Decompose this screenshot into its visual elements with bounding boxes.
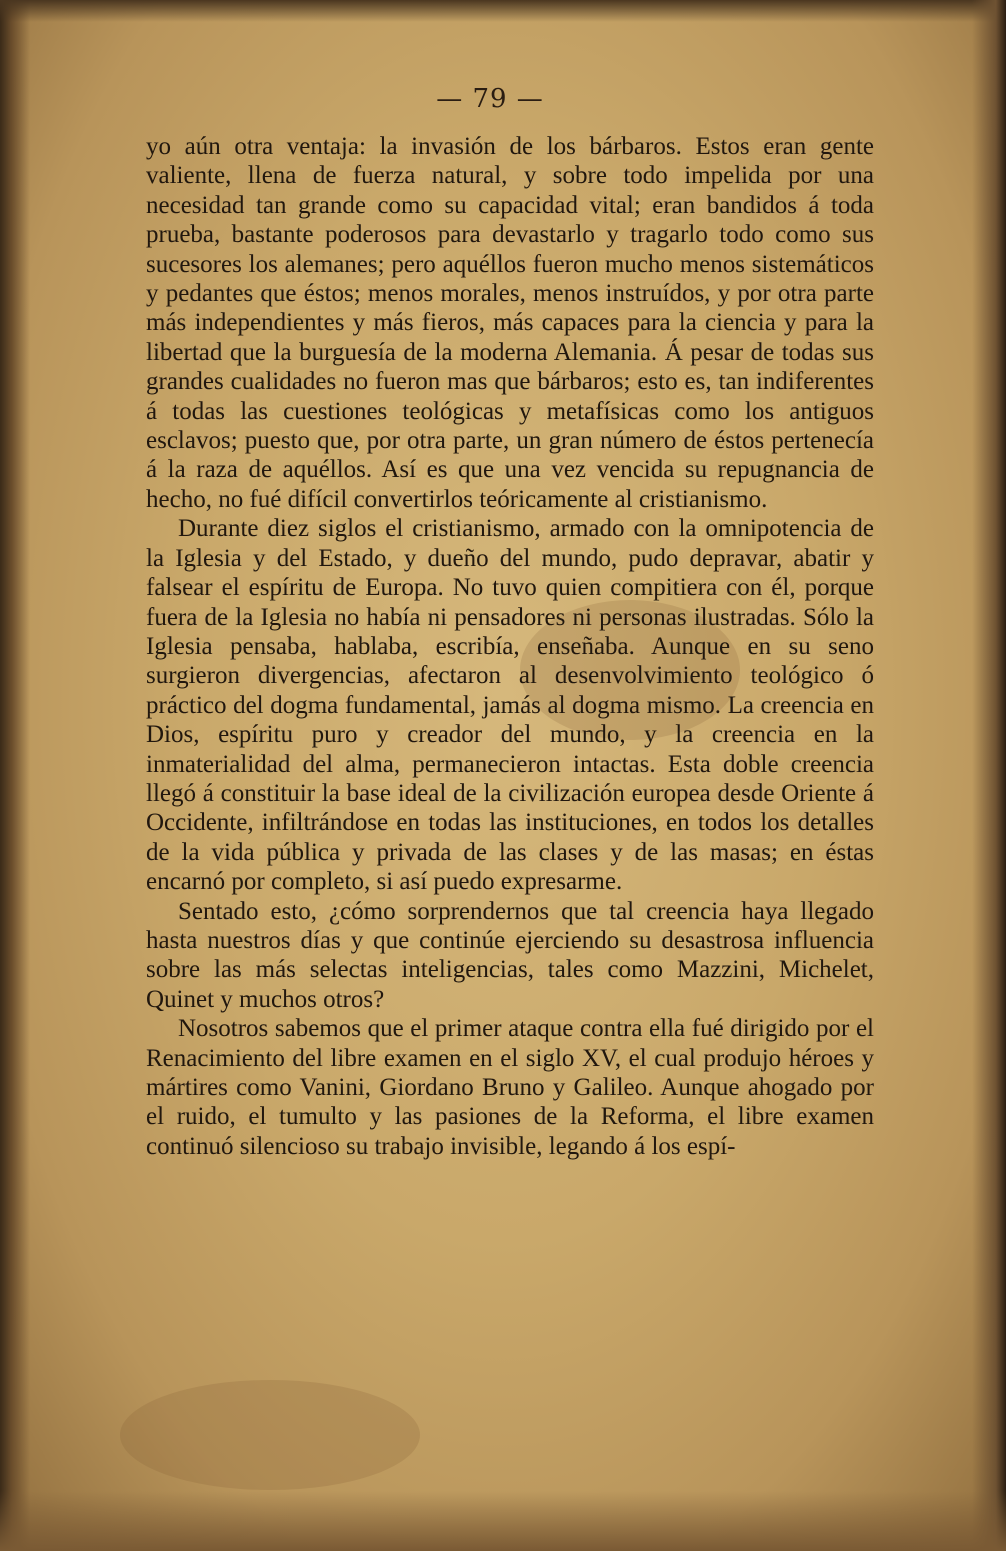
page-number: — 79 — xyxy=(436,84,544,114)
bottom-edge-shadow xyxy=(0,1491,1006,1551)
paragraph: Durante diez siglos el cristianismo, armado con la omnipotencia de la Iglesia y del Estado, y dueño del mundo, pudo depravar, abatir y falsear el espíritu de Europa. No tuvo quien compitiera con él, porque fuera de la Iglesia no había ni pensadores ni personas ilustradas. Sólo la Iglesia pensaba, hablaba, escribía, enseñaba. Aunque en su seno surgieron divergencias, afectaron al desenvolvimiento teológico ó práctico del dogma fundamental, jamás al dogma mismo. La creencia en Dios, espíritu puro y creador del mundo, y la creencia en la inmaterialidad del alma, permanecieron intactas. Esta doble creencia llegó á constituir la base ideal de la civilización europea desde Oriente á Occidente, infiltrándose en todas las instituciones, en todos los detalles de la vida pública y privada de las clases y de las masas; en éstas encarnó por completo, si así puedo expresarme. xyxy=(146,515,874,896)
top-edge-shadow xyxy=(0,0,1006,22)
paragraph: Nosotros sabemos que el primer ataque contra ella fué dirigido por el Renacimiento del libre examen en el siglo XV, el cual produjo héroes y mártires como Vanini, Giordano Bruno y Galileo. Aunque ahogado por el ruido, el tumulto y las pasiones de la Reforma, el libre examen continuó silencioso su trabajo invisible, legando á los espí- xyxy=(146,1015,874,1160)
spine-shadow xyxy=(0,0,30,1551)
body-text xyxy=(146,132,874,1161)
right-edge-shadow xyxy=(972,0,1006,1551)
paragraph: Sentado esto, ¿cómo sorprendernos que tal creencia haya llegado hasta nuestros días y que continúe ejerciendo su desastrosa influencia sobre las más selectas inteligencias, tales como Mazzini, Michelet, Quinet y muchos otros? xyxy=(146,897,874,1013)
paper-stain xyxy=(120,1380,420,1490)
paragraph: yo aún otra ventaja: la invasión de los bárbaros. Estos eran gente valiente, llena de fuerza natural, y sobre todo impelida por una necesidad tan grande como su capacidad vital; eran bandidos á toda prueba, bastante poderosos para devastarlo y tragarlo todo como sus sucesores los alemanes; pero aquéllos fueron mucho menos sistemáticos y pedantes que éstos; menos morales, menos instruídos, y por otra parte más independientes y más fieros, más capaces para la ciencia y para la libertad que la burguesía de la moderna Alemania. Á pesar de todas sus grandes cualidades no fueron mas que bárbaros; esto es, tan indiferentes á todas las cuestiones teológicas y metafísicas como los antiguos esclavos; puesto que, por otra parte, un gran número de éstos pertenecía á la raza de aquéllos. Así es que una vez vencida su repugnancia de hecho, no fué difícil convertirlos teóricamente al cristianismo. xyxy=(146,133,874,513)
